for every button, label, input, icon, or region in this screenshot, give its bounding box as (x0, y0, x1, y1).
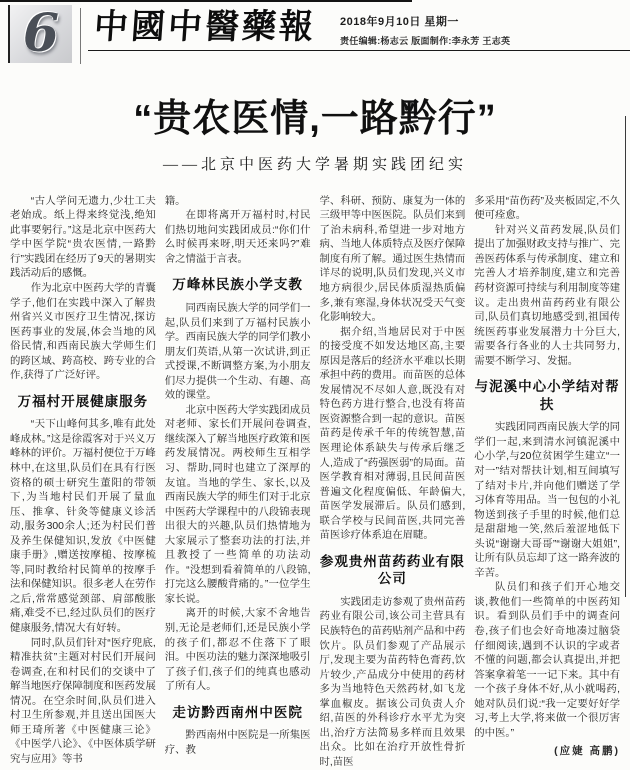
page-number: 6 (22, 3, 60, 64)
body-paragraph: 在即将离开万福村时,村民们热切地问实践团成员:“你们什么时候再来呀,明天还来吗?”难舍之情溢于言表。 (164, 210, 311, 265)
header-bottom-rule (88, 50, 630, 51)
right-edge-rule (625, 116, 626, 597)
article-subtitle: ——北京中医药大学暑期实践团纪实 (162, 156, 467, 173)
body-paragraph: “古人学问无遗力,少壮工夫老始成。纸上得来终觉浅,绝知此事要躬行。”这是北京中医药大学中医学院“贵农医情,一路黔行”实践团在经历了9天的暑期实践活动后的感慨。 (10, 195, 156, 280)
body-paragraph: 黔西南州中医院是一所集医疗、教 (164, 730, 311, 756)
article-body (0, 195, 630, 770)
article-column (10, 195, 156, 768)
body-paragraph: “天下山峰何其多,唯有此处峰成林。”这是徐霞客对于兴义万峰林的评价。万福村便位于万峰林中,在这里,队员们在具有行医资格的硕士研究生董阳的带领下,为当地村民们开展了量血压、推拿、针灸等健康义诊活动,服务300余人;还为村民们普及养生保健知识,发放《中医健康手册》,赠送按摩槌、按摩梳等,同时教给村民简单的按摩手法和保健知识。很多老人在劳作之后,常常感觉颈部、肩部酸胀痛,难受不已,经过队员们的医疗健康服务,情况大有好转。 (10, 419, 156, 634)
article-column (165, 195, 311, 759)
body-paragraph: 多采用“苗伤药”及夹板固定,不久便可痊愈。 (474, 195, 620, 222)
issue-date: 2018年9月10日 星期一 (340, 16, 459, 28)
article-column (320, 195, 466, 770)
article-column (474, 195, 620, 759)
section-heading: 参观贵州苗药药业有限公司 (319, 553, 465, 587)
newspaper-header (0, 0, 630, 68)
body-paragraph: 据介绍,当地居民对于中医的接受度不如发达地区高,主要原因是落后的经济水平难以长期承担中药的费用。而苗医的总体发展情况不尽如人意,既没有对特色药方进行整合,也没有将苗医资源整合到一起的意识。苗医苗药是传承千年的传统智慧,苗医理论体系缺失与传承后继乏人,造成了“药强医弱”的局面。苗医学教育相对薄弱,且民间苗医普遍文化程度偏低、年龄偏大,苗医学发展滞后。队员们感到,联合学校与民间苗医,共同完善苗医诊疗体系迫在眉睫。 (319, 326, 466, 542)
section-heading: 万峰林民族小学支教 (172, 277, 303, 293)
article-title: “贵农医情,一路黔行” (133, 98, 497, 140)
body-paragraph: 学、科研、预防、康复为一体的三级甲等中医医院。队员们来到了治未病科,希望进一步对地方病、当地人体质特点及医疗保障制度有所了解。通过医生热情而详尽的说明,队员们发现,兴义市地方病很少,居民体质湿热质偏多,兼有寒湿,身体状况受天气变化影响较大。 (319, 195, 466, 324)
body-paragraph: 队员们和孩子们开心地交谈,教他们一些简单的中医药知识。看到队员们手中的调查问卷,孩子们也会好奇地凑过脑袋仔细阅读,遇到不认识的字或者不懂的问题,都会认真提出,并把答案拿着笔一一记下来。其中有一个孩子身体不好,从小就喝药,她对队员们说:“我一定要好好学习,考上大学,将来做一个很厉害的中医。” (474, 582, 620, 739)
body-paragraph: 北京中医药大学实践团成员对老师、家长们开展问卷调查,继续深入了解当地医疗政策和医药发展情况。两校师生互相学习、帮助,同时也建立了深厚的友谊。当地的学生、家长,以及西南民族大学的师生们对于北京中医药大学课程中的八段锦表现出很大的兴趣,队员们热情地为大家展示了整套功法的打法,并且教授了一些简单的功法动作。“没想到看着简单的八段锦,打完这么腰酸背痛的。”一位学生家长说。 (164, 404, 311, 605)
section-heading: 万福村开展健康服务 (17, 393, 149, 409)
body-paragraph: 同西南民族大学的同学们一起,队员们来到了万福村民族小学。西南民族大学的同学们教小朋友们英语,从第一次试讲,到正式授课,不断调整方案,为小朋友们尽力提供一个生动、有趣、高效的课堂。 (164, 302, 311, 402)
section-heading: 与泥溪中心小学结对帮扶 (474, 379, 620, 412)
body-paragraph: 作为北京中医药大学的青囊学子,他们在实践中深入了解贵州省兴义市医疗卫生情况,探访医药事业的发展,体会当地的风俗民情,和西南民族大学师生们的跨区域、跨高校、跨专业的合作,获得了广泛好评。 (10, 282, 156, 382)
newspaper-masthead: 中國中醫藥報 (92, 7, 318, 47)
body-paragraph: 同时,队员们针对“医疗兜底,精准扶贫”主题对村民们开展问卷调查,在和村民们的交谈中了解当地医疗保障制度和医药发展情况。在空余时间,队员们进入村卫生所参观,并且送出国医大师王琦所著《中医健康三论》《中医学八论》、《中医体质学研究与应用》等书 (10, 637, 156, 765)
byline: (应婕 高鹏) (554, 745, 620, 758)
header-meta (340, 13, 510, 47)
editors-line: 责任编辑:杨志云 版面制作:李永芳 王志英 (340, 36, 511, 46)
body-paragraph: 籍。 (164, 195, 186, 207)
body-paragraph: 离开的时候,大家不舍地告别,无论是老师们,还是民族小学的孩子们,都忍不住落下了眼泪。中医功法的魅力深深地吸引了孩子们,孩子们的纯真也感动了所有人。 (164, 608, 311, 693)
body-paragraph: 实践团走访参观了贵州苗药药业有限公司,该公司主营具有民族特色的苗药贴剂产品和中药饮片。队员们参观了产品展示厅,发现主要为苗药特色膏药,饮片较少,产品成分中使用的药材多为当地特色天然药材,如飞龙掌血椒皮。据该公司负责人介绍,苗医的外科诊疗水平尤为突出,治疗方法简易多样而且效果出众。比如在治疗开放性骨折时,苗医 (319, 596, 466, 768)
body-paragraph: 实践团同西南民族大学的同学们一起,来到清水河镇泥溪中心小学,与20位贫困学生建立“一对一”结对帮扶计划,相互间填写了结对卡片,并向他们赠送了学习体育等用品。当一包包的小礼物送到孩子手里的时候,他们总是甜甜地一笑,然后羞涩地低下头说“谢谢大哥哥”“谢谢大姐姐”,让所有队员忘却了这一路奔波的辛苦。 (474, 422, 620, 579)
body-paragraph: 针对兴义苗药发展,队员们提出了加强财政支持与推广、完善医药体系与传承制度、建立和完善人才培养制度,建立和完善药材资源可持续与利用制度等建议。走出贵州苗药药业有限公司,队员们真切地感受到,祖国传统医药事业发展潜力十分巨大,需要各行各业的人士共同努力,需要不断学习、发掘。 (474, 224, 620, 367)
section-heading: 走访黔西南州中医院 (172, 704, 303, 720)
headline-block (0, 98, 630, 174)
page-number-box (8, 5, 72, 63)
header-vertical-divider (80, 8, 81, 64)
